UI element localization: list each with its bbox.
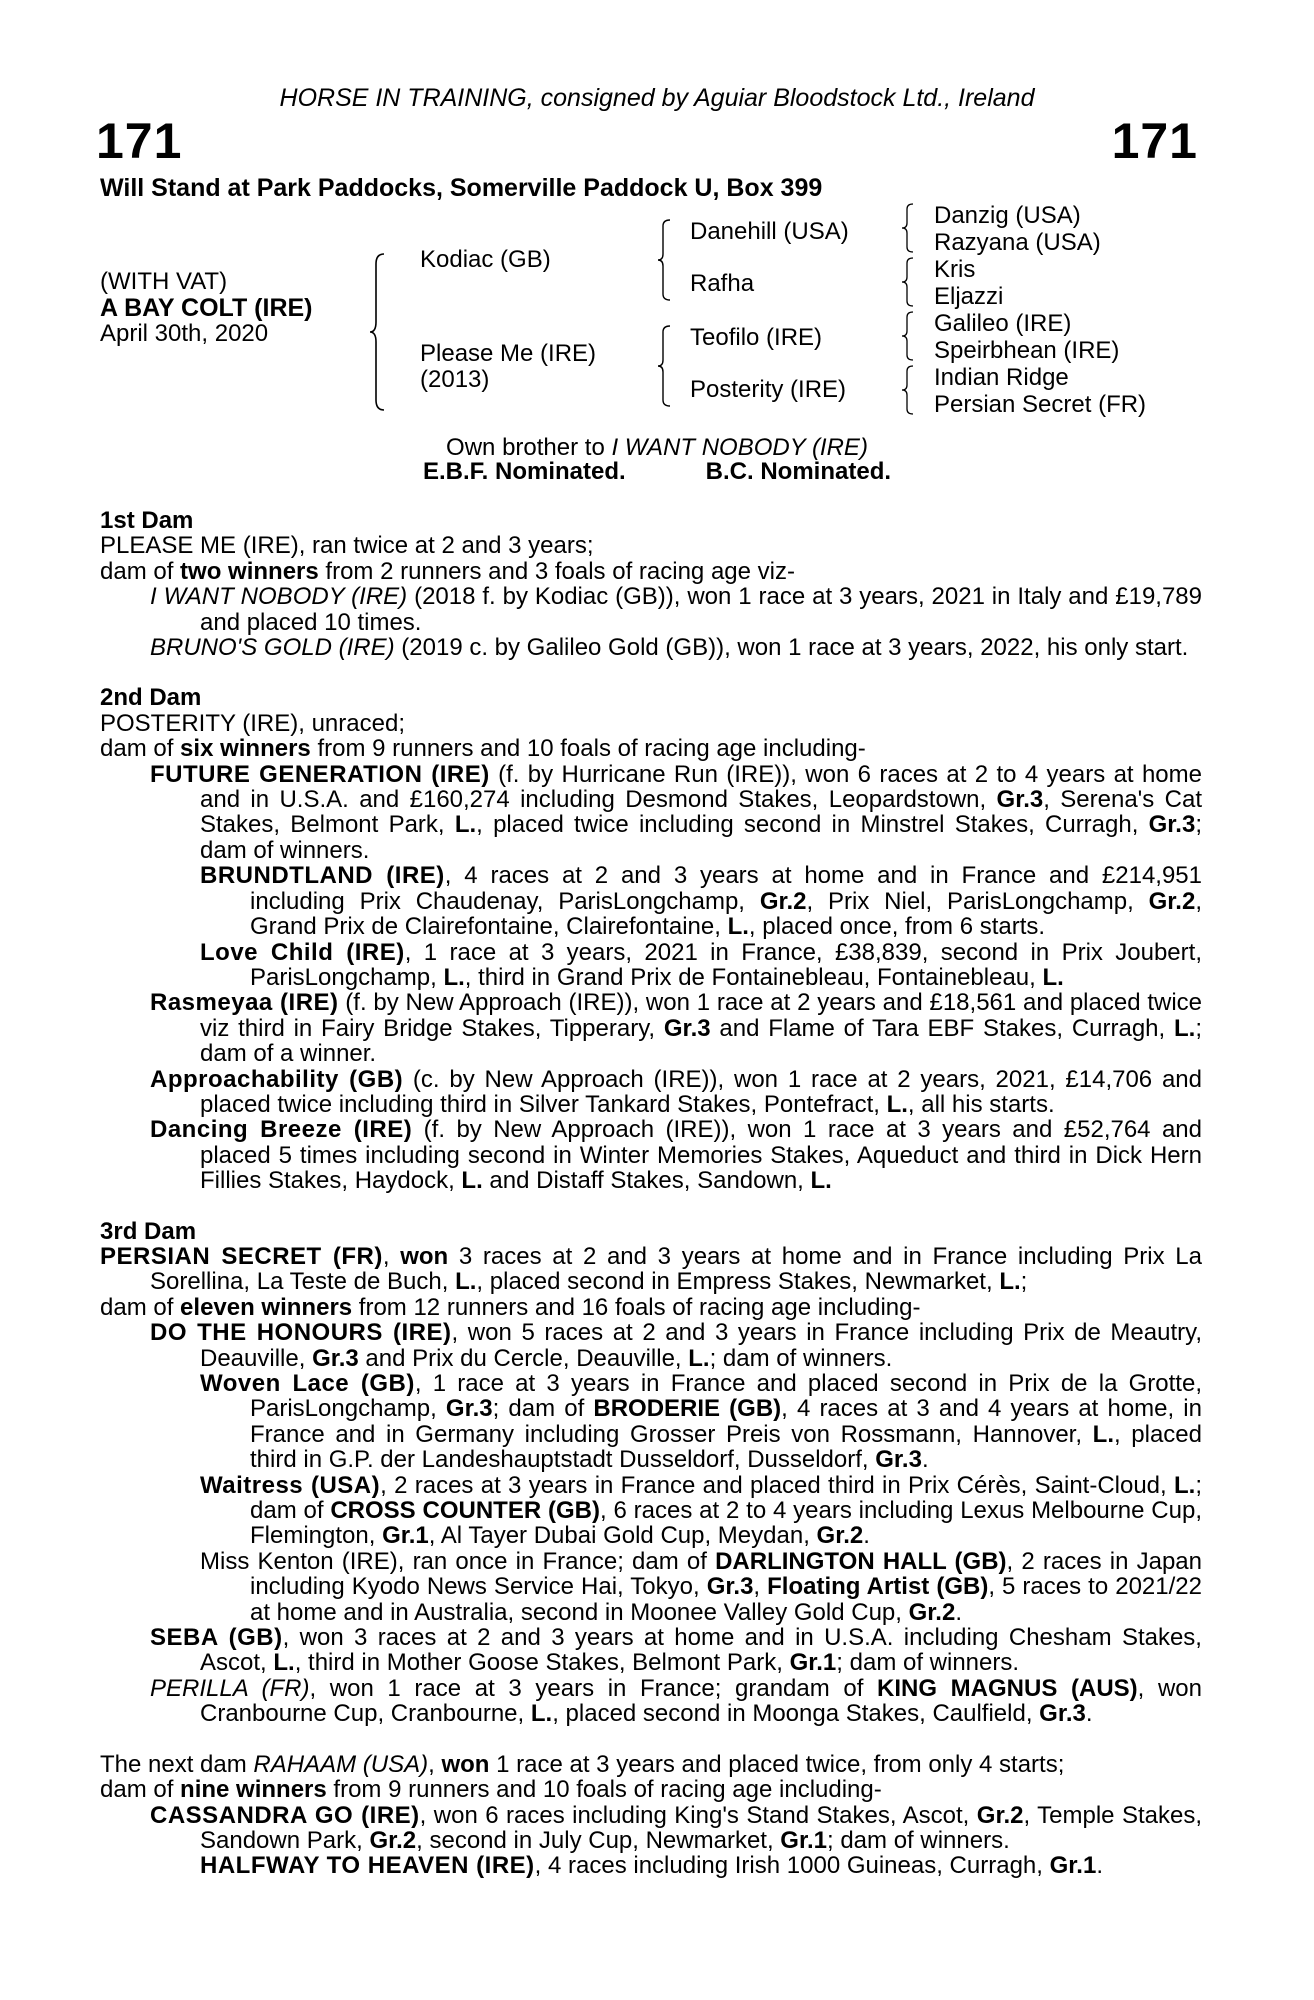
brace-icon <box>902 256 916 308</box>
produce-entry: DO THE HONOURS (IRE), won 5 races at 2 and 3 years in France including Prix de Meautry, Deauville, Gr.3 and Prix du Cercle, Deauville, L.; dam of winners. <box>150 1319 1202 1372</box>
horse-name: A BAY COLT (IRE) <box>100 294 313 322</box>
second-dam-line: POSTERITY (IRE), unraced; <box>100 709 405 737</box>
sire-dam: Rafha <box>690 270 755 297</box>
produce-entry: Love Child (IRE), 1 race at 3 years, 2021 in France, £38,839, second in Prix Joubert, ParisLongchamp, L., third in Grand Prix de Fontainebleau, Fontainebleau, L. <box>200 938 1202 991</box>
dam-sire: Teofilo (IRE) <box>690 324 823 351</box>
produce-entry: Dancing Breeze (IRE) (f. by New Approach (IRE)), won 1 race at 3 years and £52,764 and placed 5 times including second in Winter Memories Stakes, Aqueduct and third in Dick Hern Fillies Stakes, Haydock, L. and Distaff Stakes, Sandown, L. <box>150 1116 1202 1195</box>
first-dam-line: PLEASE ME (IRE), ran twice at 2 and 3 years; <box>100 532 594 560</box>
sire-sire: Danehill (USA) <box>690 218 849 245</box>
vat-label: (WITH VAT) <box>100 268 228 295</box>
brother-name: I WANT NOBODY (IRE) <box>611 434 868 461</box>
dam-name: Please Me (IRE) <box>420 340 597 367</box>
produce-entry: PERILLA (FR), won 1 race at 3 years in France; grandam of KING MAGNUS (AUS), won Cranbourne Cup, Cranbourne, L., placed second in Moonga Stakes, Caulfield, Gr.3. <box>150 1674 1202 1728</box>
brace-icon <box>370 252 390 412</box>
brace-icon <box>902 364 916 416</box>
pedigree-table <box>0 200 1314 430</box>
brace-icon <box>902 202 916 254</box>
produce-record <box>100 508 1202 1879</box>
second-dam-winners: dam of six winners from 9 runners and 10 foals of racing age including- <box>100 735 866 763</box>
grandsire-5: Galileo (IRE) <box>934 310 1072 337</box>
granddam-2: Razyana (USA) <box>934 229 1101 256</box>
grandsire-3: Kris <box>934 256 976 283</box>
produce-entry: Rasmeyaa (IRE) (f. by New Approach (IRE)), won 1 race at 2 years and £18,561 and placed twice viz third in Fairy Bridge Stakes, Tipperary, Gr.3 and Flame of Tara EBF Stakes, Curragh, L.; dam of a winner. <box>150 989 1203 1068</box>
second-dam-heading: 2nd Dam <box>100 684 202 712</box>
brace-icon <box>658 218 674 302</box>
stand-location: Will Stand at Park Paddocks, Somerville Paddock U, Box 399 <box>100 174 823 202</box>
granddam-4: Eljazzi <box>934 283 1004 310</box>
produce-entry: BRUNDTLAND (IRE), 4 races at 2 and 3 years at home and in France and £214,951 including Prix Chaudenay, ParisLongchamp, Gr.2, Prix Niel, ParisLongchamp, Gr.2, Grand Prix de Clairefontaine, Clairefontaine, L., placed once, from 6 starts. <box>200 862 1203 941</box>
produce-entry: FUTURE GENERATION (IRE) (f. by Hurricane Run (IRE)), won 6 races at 2 to 4 years at home and in U.S.A. and £160,274 including Desmond Stakes, Leopardstown, Gr.3, Serena's Cat Stakes, Belmont Park, L., placed twice including second in Minstrel Stakes, Curragh, Gr.3; dam of winners. <box>150 760 1202 864</box>
produce-entry: Woven Lace (GB), 1 race at 3 years in France and placed second in Prix de la Grotte, ParisLongchamp, Gr.3; dam of BRODERIE (GB), 4 races at 3 and 4 years at home, in France and in Germany including Grosser Preis von Rossmann, Hannover, L., placed third in G.P. der Landeshauptstadt Dusseldorf, Dusseldorf, Gr.3. <box>200 1370 1203 1474</box>
bc-nominated: B.C. Nominated. <box>705 458 892 485</box>
lot-number-right: 171 <box>1111 113 1198 169</box>
granddam-8: Persian Secret (FR) <box>934 391 1147 418</box>
next-dam-winners: dam of nine winners from 9 runners and 10 foals of racing age including- <box>100 1776 882 1804</box>
third-dam-heading: 3rd Dam <box>100 1217 197 1245</box>
dam-dam: Posterity (IRE) <box>690 376 847 403</box>
produce-entry: CASSANDRA GO (IRE), won 6 races including King's Stand Stakes, Ascot, Gr.2, Temple Stakes, Sandown Park, Gr.2, second in July Cup, Newmarket, Gr.1; dam of winners. <box>150 1801 1202 1854</box>
next-dam-line: The next dam RAHAAM (USA), won 1 race at 3 years and placed twice, from only 4 starts; <box>100 1750 1065 1778</box>
sire-name: Kodiac (GB) <box>420 246 551 273</box>
grandsire-1: Danzig (USA) <box>934 202 1081 229</box>
first-dam-heading: 1st Dam <box>100 507 194 534</box>
produce-entry: I WANT NOBODY (IRE) (2018 f. by Kodiac (GB)), won 1 race at 3 years, 2021 in Italy and £19,789 and placed 10 times. <box>150 583 1203 636</box>
produce-entry: HALFWAY TO HEAVEN (IRE), 4 races including Irish 1000 Guineas, Curragh, Gr.1. <box>200 1852 1103 1880</box>
first-dam-winners: dam of two winners from 2 runners and 3 foals of racing age viz- <box>100 557 795 585</box>
third-dam-line: PERSIAN SECRET (FR), won 3 races at 2 and 3 years at home and in France including Prix La Sorellina, La Teste de Buch, L., placed second in Empress Stakes, Newmarket, L.; <box>100 1242 1202 1296</box>
produce-entry: Miss Kenton (IRE), ran once in France; dam of DARLINGTON HALL (GB), 2 races in Japan including Kyodo News Service Hai, Tokyo, Gr.3, Floating Artist (GB), 5 races to 2021/22 at home and in Australia, second in Moonee Valley Gold Cup, Gr.2. <box>200 1547 1202 1626</box>
nominations <box>0 458 1314 486</box>
produce-entry: BRUNO'S GOLD (IRE) (2019 c. by Galileo Gold (GB)), won 1 race at 3 years, 2022, his only start. <box>150 634 1189 662</box>
dam-year: (2013) <box>420 366 490 393</box>
produce-entry: Approachability (GB) (c. by New Approach (IRE)), won 1 race at 2 years, 2021, £14,706 and placed twice including third in Silver Tankard Stakes, Pontefract, L., all his starts. <box>150 1065 1202 1118</box>
granddam-6: Speirbhean (IRE) <box>934 337 1120 364</box>
lot-number-left: 171 <box>96 113 183 169</box>
produce-entry: SEBA (GB), won 3 races at 2 and 3 years at home and in U.S.A. including Chesham Stakes, Ascot, L., third in Mother Goose Stakes, Belmont Park, Gr.1; dam of winners. <box>150 1624 1202 1677</box>
foaling-date: April 30th, 2020 <box>100 320 269 347</box>
grandsire-7: Indian Ridge <box>934 364 1069 391</box>
third-dam-winners: dam of eleven winners from 12 runners and 16 foals of racing age including- <box>100 1293 921 1321</box>
consignor-line: HORSE IN TRAINING, consigned by Aguiar Bloodstock Ltd., Ireland <box>279 84 1035 112</box>
ebf-nominated: E.B.F. Nominated. <box>422 458 626 485</box>
brother-prefix: Own brother to <box>446 434 612 461</box>
brace-icon <box>658 324 674 408</box>
brace-icon <box>902 310 916 362</box>
produce-entry: Waitress (USA), 2 races at 3 years in France and placed third in Prix Cérès, Saint-Cloud, L.; dam of CROSS COUNTER (GB), 6 races at 2 to 4 years including Lexus Melbourne Cup, Flemington, Gr.1, Al Tayer Dubai Gold Cup, Meydan, Gr.2. <box>200 1471 1203 1550</box>
